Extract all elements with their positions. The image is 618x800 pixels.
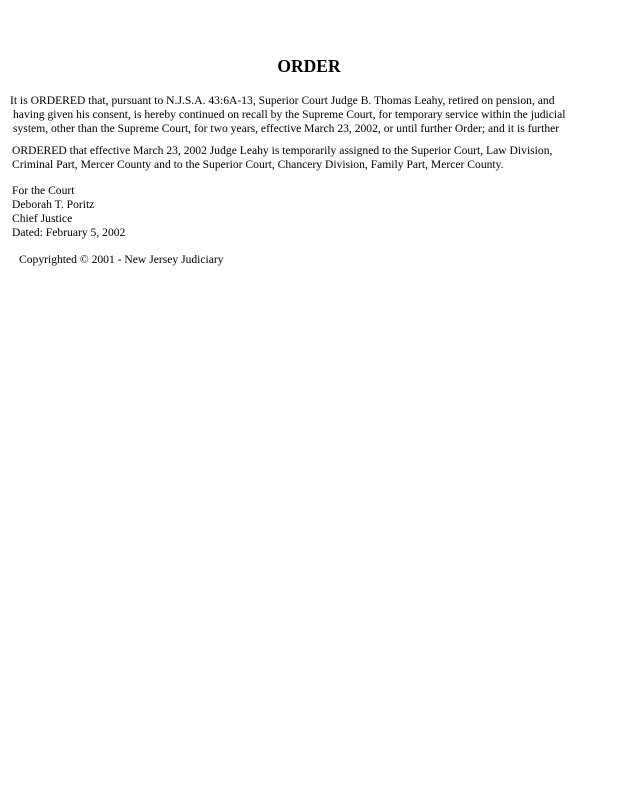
signature-title: Chief Justice bbox=[12, 212, 73, 225]
paragraph2-line-1: ORDERED that effective March 23, 2002 Judge Leahy is temporarily assigned to the Superior Court, Law Division, bbox=[12, 144, 553, 157]
signature-for-the-court: For the Court bbox=[12, 184, 75, 197]
paragraph1-line-1: It is ORDERED that, pursuant to N.J.S.A. 43:6A-13, Superior Court Judge B. Thomas Leahy, retired on pension, and bbox=[10, 94, 555, 107]
page-title: ORDER bbox=[277, 56, 341, 76]
signature-date: Dated: February 5, 2002 bbox=[12, 226, 126, 239]
signature-name: Deborah T. Poritz bbox=[12, 198, 95, 211]
copyright-notice: Copyrighted © 2001 - New Jersey Judiciary bbox=[19, 253, 224, 266]
paragraph1-line-2: having given his consent, is hereby continued on recall by the Supreme Court, for temporary service within the judicial bbox=[13, 108, 566, 121]
paragraph1-line-3: system, other than the Supreme Court, for two years, effective March 23, 2002, or until further Order; and it is further bbox=[13, 122, 560, 135]
paragraph2-line-2: Criminal Part, Mercer County and to the Superior Court, Chancery Division, Family Part, Mercer County. bbox=[12, 158, 504, 171]
